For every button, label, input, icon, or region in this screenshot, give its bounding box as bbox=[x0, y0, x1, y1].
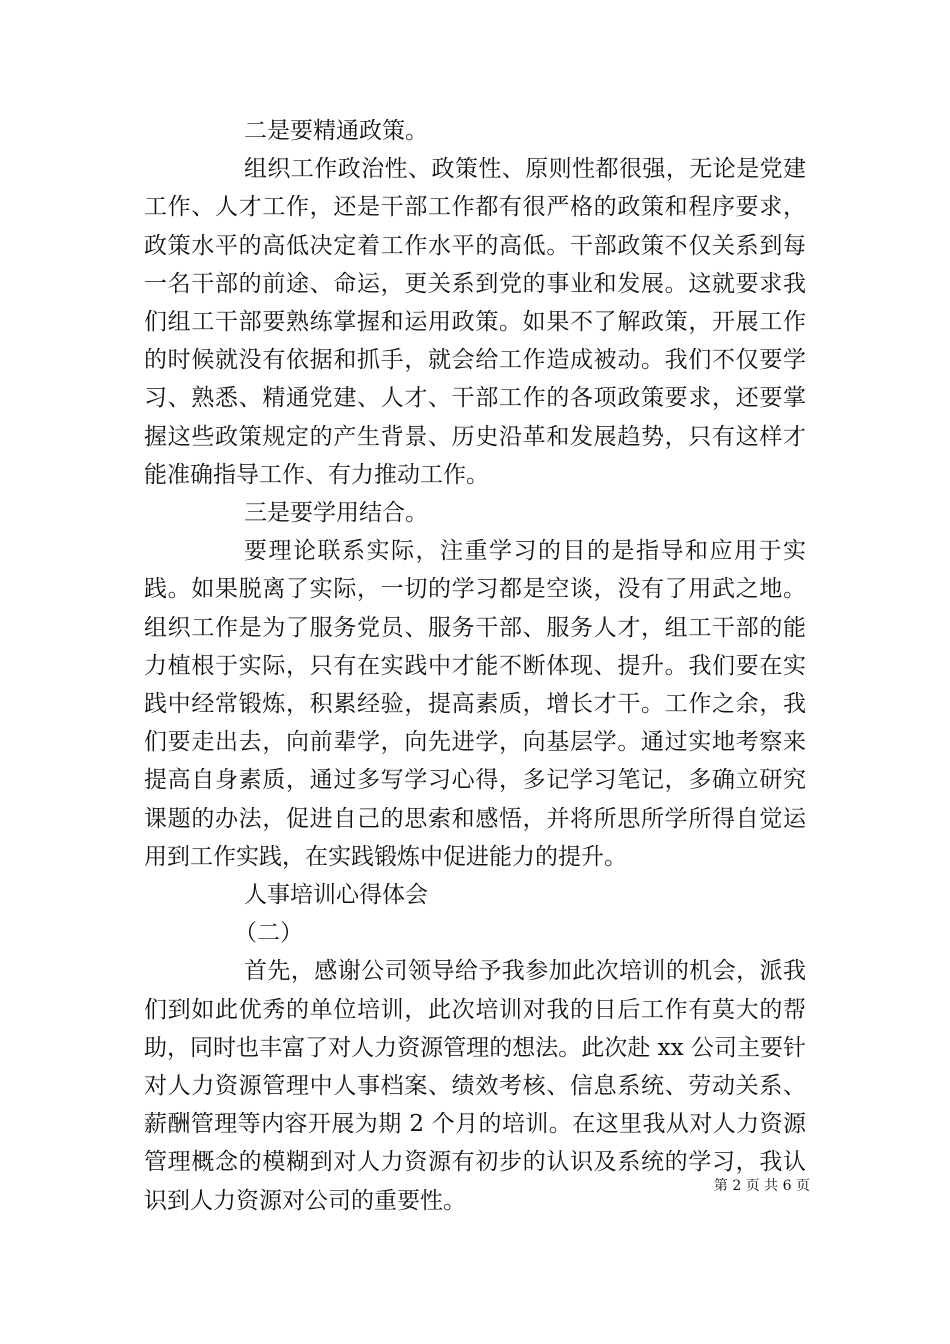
page-footer: 第 2 页 共 6 页 bbox=[713, 1178, 810, 1194]
section-number: （二） bbox=[234, 920, 303, 947]
paragraph-heading-2: 二是要精通政策。 bbox=[244, 118, 428, 144]
section-title: 人事培训心得体会 bbox=[244, 882, 428, 909]
paragraph-practice: 要理论联系实际，注重学习的目的是指导和应用于实践。如果脱离了实际，一切的学习都是空谈，没有了用武之地。组织工作是为了服务党员、服务干部、服务人才，组工干部的能力植根于实际，只有在实践中才能不断体现、提升。我们要在实践中经常锻炼，积累经验，提高素质，增长才干。工作之余，我们要走出去，向前辈学，向先进学，向基层学。通过实地考察来提高自身素质，通过多写学习心得，多记学习笔记，多确立研究课题的办法，促进自己的思索和感悟，并将所思所学所得自觉运用到工作实践，在实践锻炼中促进能力的提升。 bbox=[144, 538, 806, 870]
document-body bbox=[144, 112, 806, 1220]
paragraph-heading-3: 三是要学用结合。 bbox=[244, 500, 428, 527]
paragraph-policy: 组织工作政治性、政策性、原则性都很强，无论是党建工作、人才工作，还是干部工作都有很严格的政策和程序要求，政策水平的高低决定着工作水平的高低。干部政策不仅关系到每一名干部的前途、命运，更关系到党的事业和发展。这就要求我们组工干部要熟练掌握和运用政策。如果不了解政策，开展工作的时候就没有依据和抓手，就会给工作造成被动。我们不仅要学习、熟悉、精通党建、人才、干部工作的各项政策要求，还要掌握这些政策规定的产生背景、历史沿革和发展趋势，只有这样才能准确指导工作、有力推动工作。 bbox=[144, 156, 806, 488]
paragraph-training: 首先，感谢公司领导给予我参加此次培训的机会，派我们到如此优秀的单位培训，此次培训对我的日后工作有莫大的帮助，同时也丰富了对人力资源管理的想法。此次赴 xx 公司主要针对人力资源管理中人事档案、绩效考核、信息系统、劳动关系、薪酬管理等内容开展为期 2 个月的培训。在这里我从对人力资源管理概念的模糊到对人力资源有初步的认识及系统的学习，我认识到人力资源对公司的重要性。 bbox=[144, 958, 806, 1214]
